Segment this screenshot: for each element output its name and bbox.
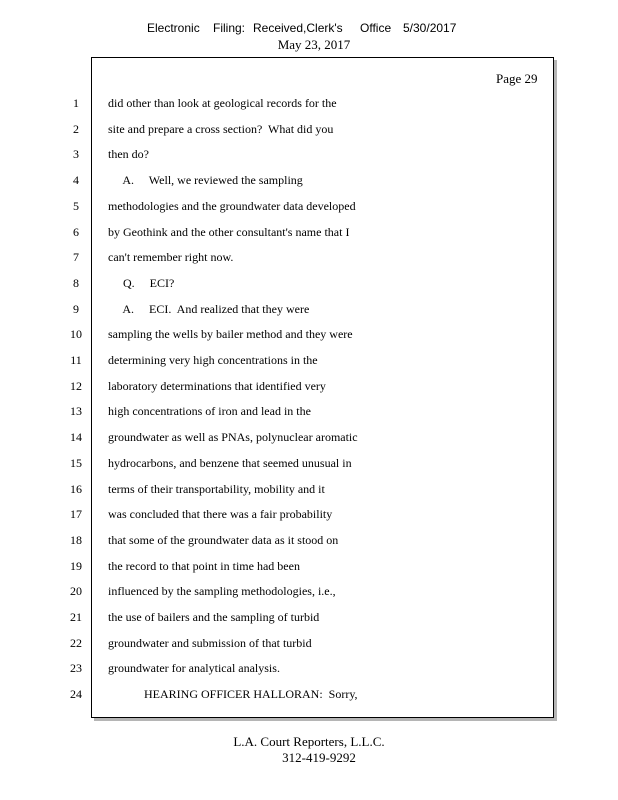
line-text: Q. ECI? (108, 276, 175, 290)
line-text: HEARING OFFICER HALLORAN: Sorry, (108, 687, 358, 701)
line-text: terms of their transportability, mobility and it (108, 482, 325, 496)
line-text: sampling the wells by bailer method and they were (108, 327, 353, 341)
line-number: 12 (70, 379, 82, 393)
stamp-word-received: Received,Clerk's (253, 21, 343, 35)
stamp-word-office: Office (360, 21, 392, 35)
line-number: 3 (73, 147, 79, 161)
line-number: 2 (73, 122, 79, 136)
line-number: 13 (70, 404, 82, 418)
line-text: site and prepare a cross section? What did you (108, 122, 334, 136)
line-number: 4 (73, 173, 79, 187)
line-number: 18 (70, 533, 82, 547)
line-text: groundwater as well as PNAs, polynuclear aromatic (108, 430, 358, 444)
line-number: 7 (73, 250, 79, 264)
line-text: high concentrations of iron and lead in the (108, 404, 311, 418)
line-number: 22 (70, 636, 82, 650)
line-number: 5 (73, 199, 79, 213)
line-text: by Geothink and the other consultant's name that I (108, 225, 350, 239)
stamp-word-electronic: Electronic (147, 21, 200, 35)
line-number: 21 (70, 610, 82, 624)
reporter-company: L.A. Court Reporters, L.L.C. (233, 734, 385, 749)
filing-stamp (0, 21, 618, 37)
line-number: 24 (70, 687, 82, 701)
line-number: 9 (73, 302, 79, 316)
line-number: 14 (70, 430, 82, 444)
line-number: 15 (70, 456, 82, 470)
stamp-word-filing: Filing: (213, 21, 246, 35)
line-text: that some of the groundwater data as it stood on (108, 533, 339, 547)
reporter-phone: 312-419-9292 (282, 750, 356, 765)
line-text: was concluded that there was a fair probability (108, 507, 333, 521)
line-text: the record to that point in time had been (108, 559, 300, 573)
line-text: hydrocarbons, and benzene that seemed unusual in (108, 456, 352, 470)
line-text: then do? (108, 147, 149, 161)
line-number: 8 (73, 276, 79, 290)
stamp-word-date: 5/30/2017 (403, 21, 457, 35)
line-text: can't remember right now. (108, 250, 234, 264)
line-number: 16 (70, 482, 82, 496)
line-number: 23 (70, 661, 82, 675)
line-text: groundwater for analytical analysis. (108, 661, 280, 675)
line-number: 17 (70, 507, 82, 521)
page-number: Page 29 (496, 71, 538, 86)
line-number: 19 (70, 559, 82, 573)
line-text: influenced by the sampling methodologies, i.e., (108, 584, 336, 598)
line-text: did other than look at geological records for the (108, 96, 337, 110)
line-text: methodologies and the groundwater data developed (108, 199, 356, 213)
line-number: 6 (73, 225, 79, 239)
deposition-date: May 23, 2017 (277, 37, 351, 52)
line-number: 10 (70, 327, 82, 341)
line-number: 20 (70, 584, 82, 598)
line-text: A. Well, we reviewed the sampling (108, 173, 303, 187)
line-text: groundwater and submission of that turbid (108, 636, 312, 650)
line-text: determining very high concentrations in the (108, 353, 318, 367)
line-text: laboratory determinations that identified very (108, 379, 326, 393)
line-number: 11 (70, 353, 82, 367)
line-text: the use of bailers and the sampling of turbid (108, 610, 320, 624)
line-text: A. ECI. And realized that they were (108, 302, 310, 316)
line-number: 1 (73, 96, 79, 110)
